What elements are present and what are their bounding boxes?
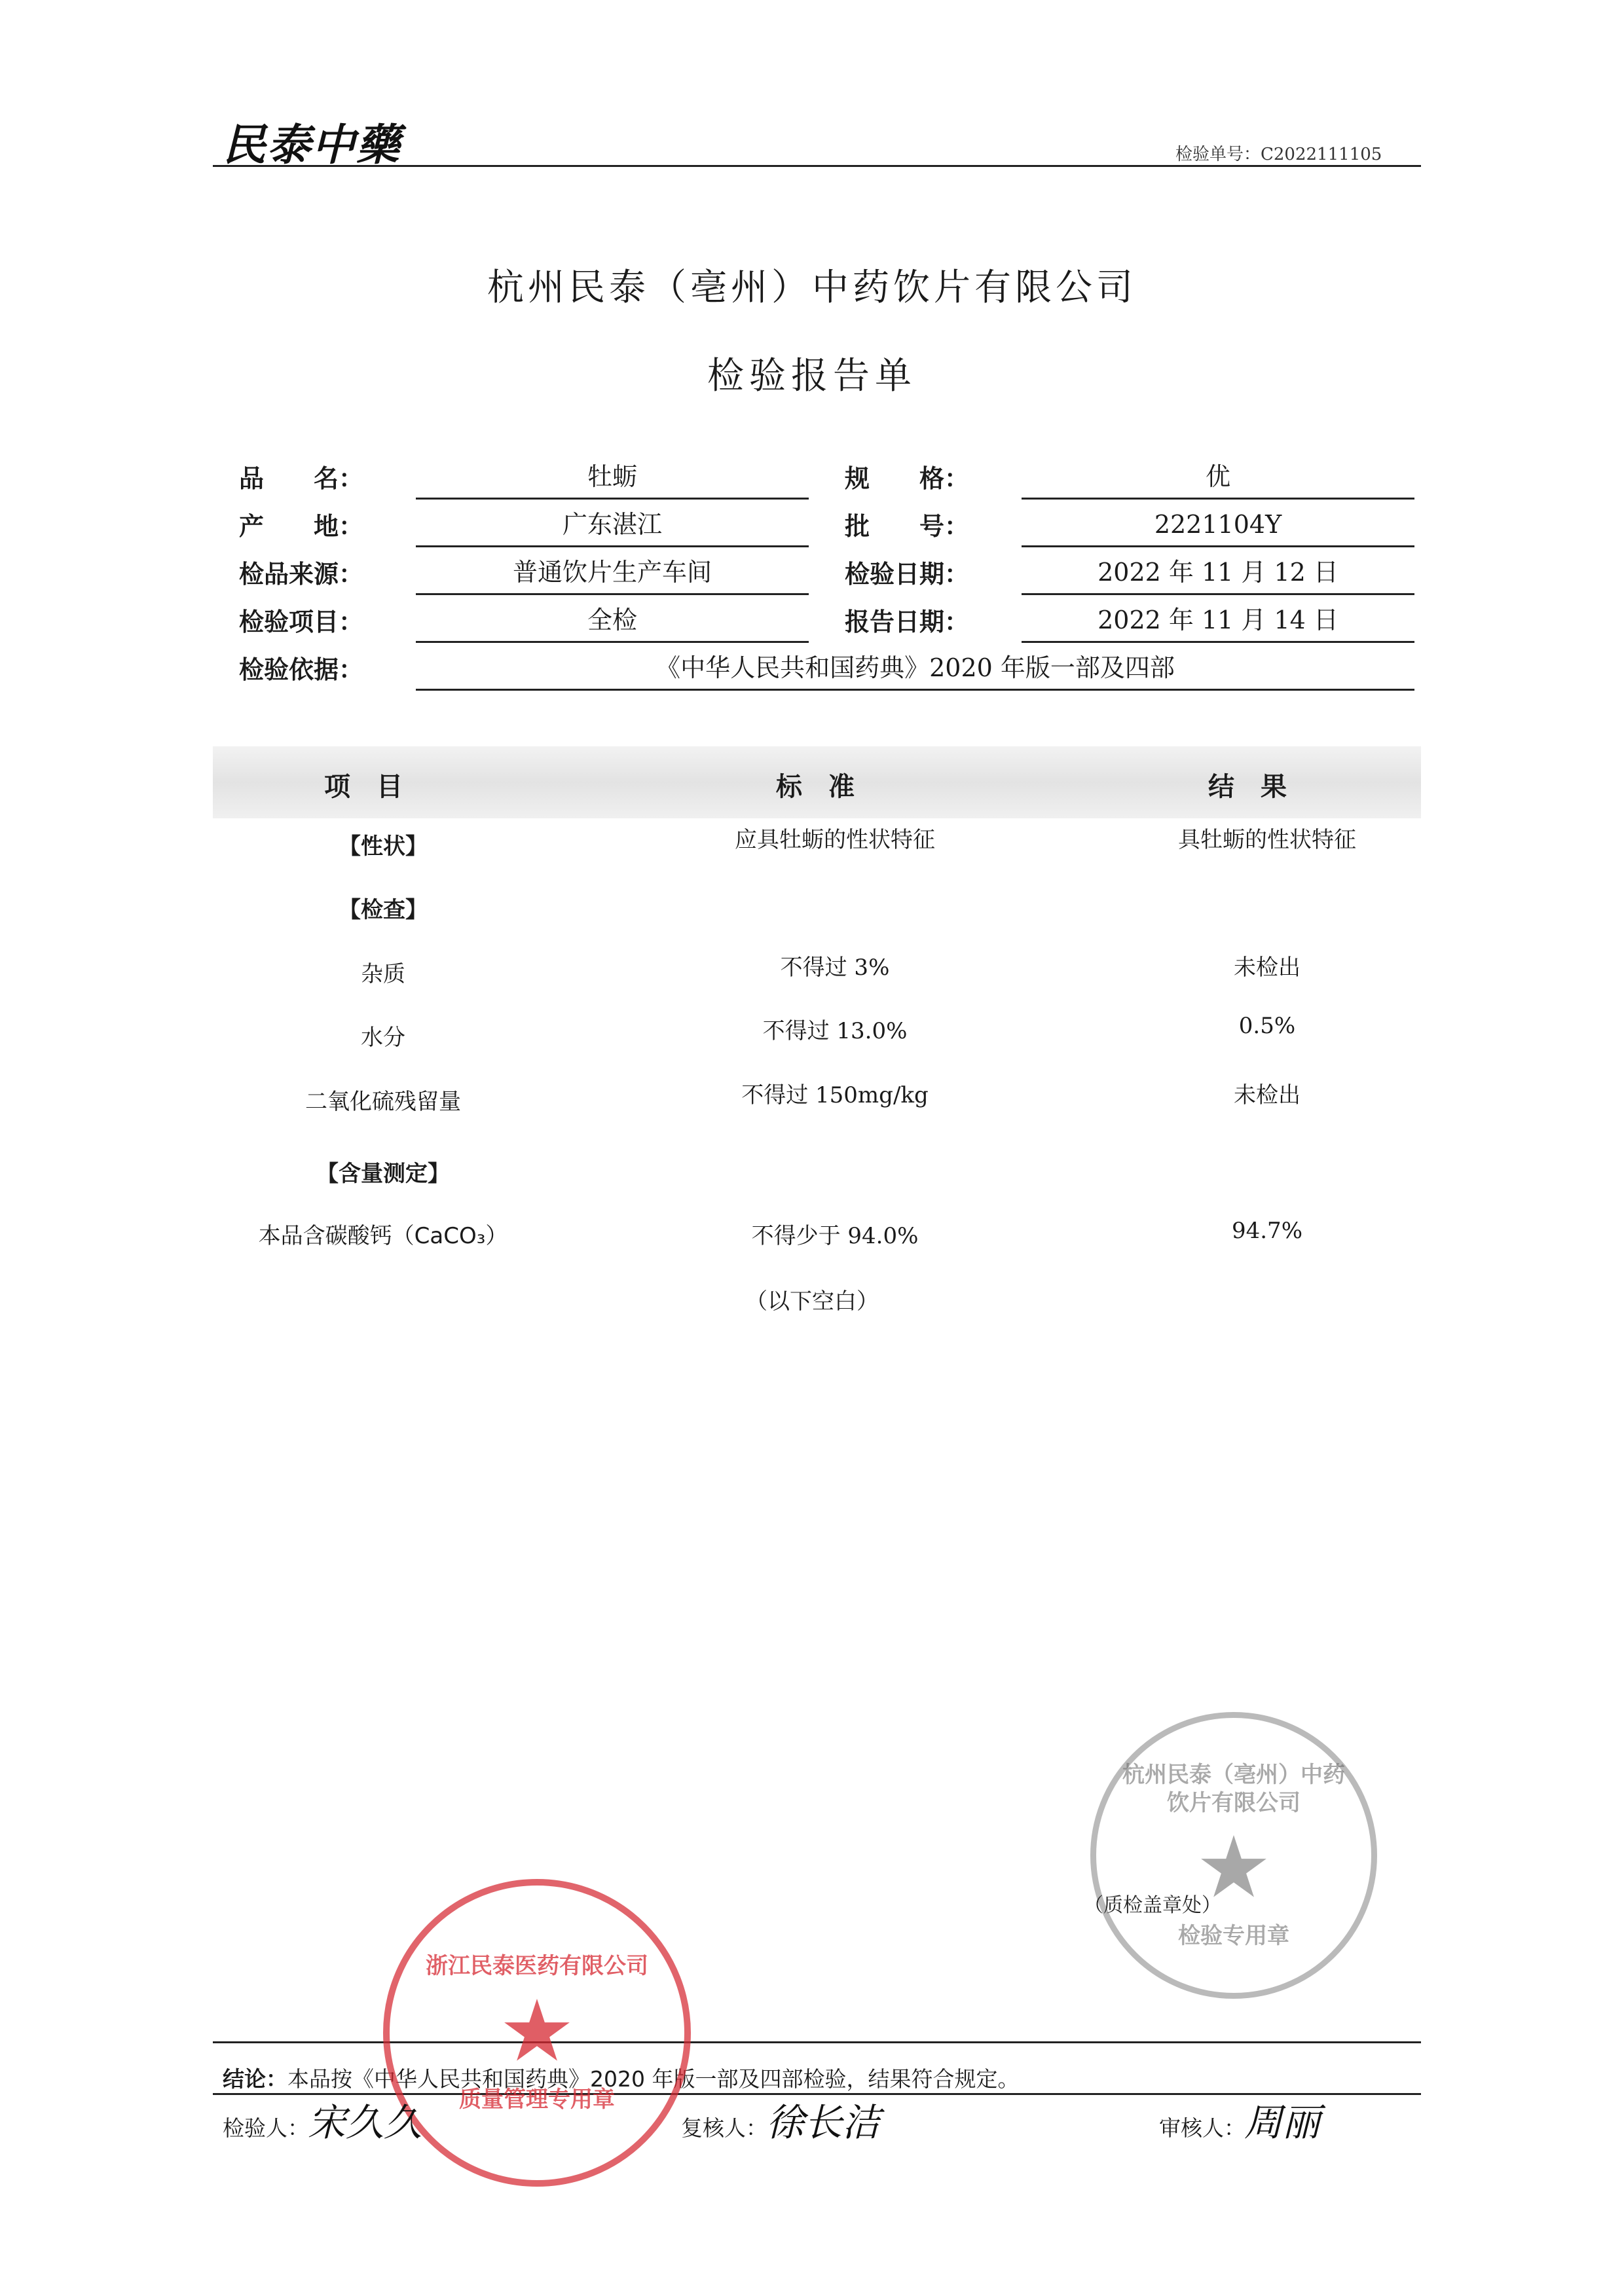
reviewer-label: 复核人：	[681, 2115, 767, 2141]
conclusion-text: 本品按《中华人民共和国药典》2020 年版一部及四部检验，结果符合规定。	[287, 2066, 1020, 2092]
header-standard: 标准	[776, 772, 881, 802]
row-result: 未检出	[1234, 1082, 1301, 1108]
inspection-seal	[1090, 1712, 1377, 1999]
seal-company-name: 浙江民泰医药有限公司	[426, 1953, 648, 1980]
approver-signature: 周丽	[1244, 2100, 1321, 2145]
row-result: 94.7%	[1231, 1218, 1302, 1244]
row-item: 【含量测定】	[316, 1161, 450, 1187]
seal-purpose: 检验专用章	[1178, 1923, 1289, 1949]
seal-star-icon: ★	[498, 1980, 576, 2081]
name-value: 牡蛎	[416, 456, 809, 500]
row-standard: 应具牡蛎的性状特征	[735, 827, 935, 853]
row-standard: 不得少于 94.0%	[751, 1223, 919, 1249]
spec-value: 优	[1022, 456, 1414, 500]
inspector-signature: 宋久久	[308, 2100, 422, 2145]
row-standard: 不得过 13.0%	[762, 1018, 908, 1044]
test-date-label: 检验日期：	[845, 560, 970, 589]
company-name: 杭州民泰（亳州）中药饮片有限公司	[487, 266, 1137, 309]
origin-value: 广东湛江	[416, 503, 809, 547]
item-label: 检验项目：	[239, 608, 364, 636]
source-label: 检品来源：	[239, 560, 364, 589]
seal-company-name: 杭州民泰（亳州）中药饮片有限公司	[1122, 1762, 1345, 1816]
document-number: 检验单号：C2022111105	[1175, 145, 1382, 164]
row-item: 【检查】	[339, 897, 428, 923]
basis-label: 检验依据：	[239, 655, 364, 684]
report-date-label: 报告日期：	[845, 608, 970, 636]
basis-value: 《中华人民共和国药典》2020 年版一部及四部	[416, 647, 1414, 691]
report-title: 检验报告单	[707, 355, 917, 397]
spec-label: 规 格：	[845, 464, 970, 493]
origin-label: 产 地：	[239, 512, 364, 541]
row-standard: 不得过 3%	[780, 955, 890, 981]
source-value: 普通饮片生产车间	[416, 551, 809, 595]
row-item: 二氧化硫残留量	[305, 1089, 461, 1115]
inspector-label: 检验人：	[223, 2115, 309, 2141]
item-value: 全检	[416, 599, 809, 643]
quality-seal	[383, 1879, 691, 2187]
row-item: 本品含碳酸钙（CaCO₃）	[258, 1223, 508, 1249]
name-label: 品 名：	[239, 464, 364, 493]
row-result: 具牡蛎的性状特征	[1178, 827, 1356, 853]
row-item: 杂质	[361, 961, 405, 987]
row-item: 水分	[361, 1025, 405, 1051]
header-item: 项目	[324, 772, 429, 802]
batch-value: 2221104Y	[1022, 503, 1414, 547]
row-result: 0.5%	[1238, 1013, 1296, 1039]
blank-note: （以下空白）	[745, 1288, 879, 1315]
report-date-value: 2022 年 11 月 14 日	[1022, 599, 1414, 643]
row-result: 未检出	[1234, 955, 1301, 981]
batch-label: 批 号：	[845, 512, 970, 541]
row-standard: 不得过 150mg/kg	[741, 1082, 929, 1108]
header-result: 结果	[1208, 772, 1313, 802]
row-item: 【性状】	[339, 833, 428, 860]
seal-star-icon: ★	[1195, 1817, 1272, 1917]
company-logo: 民泰中藥	[223, 119, 401, 170]
reviewer-signature: 徐长洁	[766, 2100, 881, 2145]
approver-label: 审核人：	[1159, 2115, 1246, 2141]
conclusion-label: 结论：	[223, 2066, 287, 2092]
seal-purpose: 质量管理专用章	[459, 2086, 615, 2113]
header-divider	[213, 165, 1421, 167]
test-date-value: 2022 年 11 月 12 日	[1022, 551, 1414, 595]
qc-stamp-note: （质检盖章处）	[1084, 1894, 1221, 1917]
